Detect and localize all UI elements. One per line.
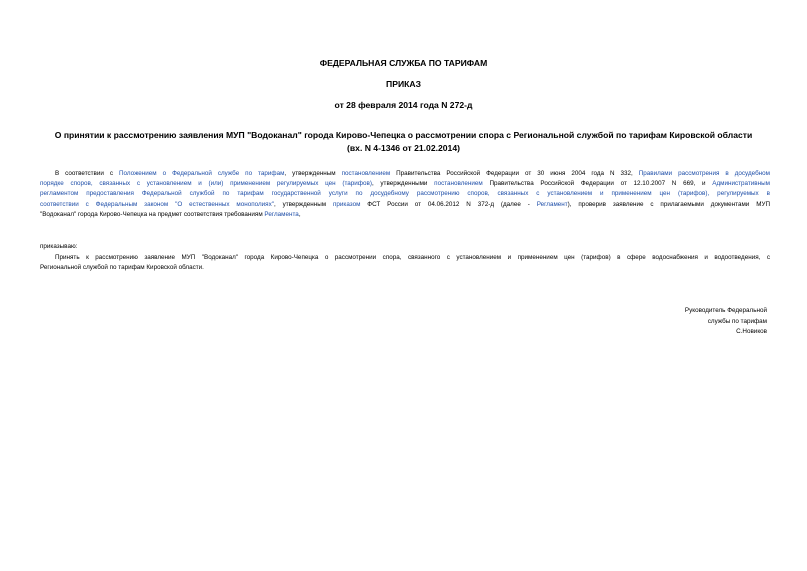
link-decree-332[interactable]: постановлением — [341, 170, 391, 177]
preamble-text: , утвержденным — [273, 200, 333, 208]
date-line: от 28 февраля 2014 года N 272-д — [334, 100, 473, 110]
preamble-line-1 — [40, 169, 770, 179]
order-line-1: Принять к рассмотрению заявление МУП "Водоканал" города Кирово-Чепецка о рассмотрении спора, связанного с установлением и применением цен (тарифов) в сфере водоснабжения и водоотведения, с — [55, 254, 770, 261]
preamble-text: , утвержденными — [371, 180, 435, 188]
link-rules-dispute-cont[interactable]: порядке споров, связанных с установлением и (или) применением регулируемых цен (тарифов) — [40, 180, 372, 188]
signature-block — [685, 306, 767, 338]
link-regulation-fst[interactable]: Положением о Федеральной службе по тарифам — [119, 170, 285, 177]
signature-line-1: Руководитель Федеральной — [684, 307, 767, 314]
preamble-text: Правительства Российской Федерации от 12.10.2007 N 669, и — [482, 180, 713, 188]
preamble-text: , — [298, 210, 301, 218]
preamble-paragraph — [40, 169, 770, 220]
link-rules-dispute[interactable]: Правилами рассмотрения в досудебном — [638, 170, 770, 177]
preamble-text: ФСТ России от 04.06.2012 N 372-д (далее - — [360, 200, 537, 208]
signature-name: С.Новиков — [736, 328, 767, 335]
preamble-text: "Водоканал" города Кирово-Чепецка на предмет соответствия требованиям — [40, 210, 265, 218]
link-reglament[interactable]: Регламент — [536, 200, 568, 208]
signature-line-2: службы по тарифам — [707, 317, 767, 325]
link-decree-669[interactable]: постановлением — [434, 180, 483, 188]
preamble-line-3 — [40, 189, 770, 199]
preamble-text: В соответствии с — [55, 170, 120, 177]
document-title — [40, 129, 767, 155]
link-reglament-2[interactable]: Регламента — [264, 210, 299, 218]
title-line-1: О принятии к рассмотрению заявления МУП "Водоканал" города Кирово-Чепецка о рассмотрении спора с Региональной службой по тарифам Кировской области — [54, 130, 753, 140]
link-admin-regulation-cont[interactable]: регламентом предоставления Федеральной службой по тарифам государственной услуги по досудебному рассмотрению споров, связанных с установлением и применением цен (тарифов), регулируемых в — [40, 190, 770, 198]
preamble-text: ), проверив заявление с прилагаемыми документами МУП — [567, 200, 770, 208]
title-line-2: (вх. N 4-1346 от 21.02.2014) — [347, 143, 460, 153]
order-word: приказываю: — [40, 243, 78, 250]
preamble-text: , утвержденным — [284, 170, 342, 177]
preamble-text: Правительства Российской Федерации от 30 июня 2004 года N 332, — [390, 170, 639, 177]
link-order-372[interactable]: приказом — [333, 200, 361, 208]
order-line-2: Региональной службой по тарифам Кировской области. — [40, 264, 204, 272]
order-paragraph — [40, 253, 770, 273]
preamble-line-4 — [40, 200, 770, 210]
doc-type-heading: ПРИКАЗ — [386, 79, 421, 89]
link-admin-regulation[interactable]: Административным — [712, 180, 770, 188]
agency-heading: ФЕДЕРАЛЬНАЯ СЛУЖБА ПО ТАРИФАМ — [319, 58, 488, 68]
link-admin-regulation-end[interactable]: соответствии с Федеральным законом "О естественных монополиях" — [40, 200, 274, 208]
preamble-line-2 — [40, 179, 770, 189]
preamble-line-5 — [40, 210, 770, 220]
